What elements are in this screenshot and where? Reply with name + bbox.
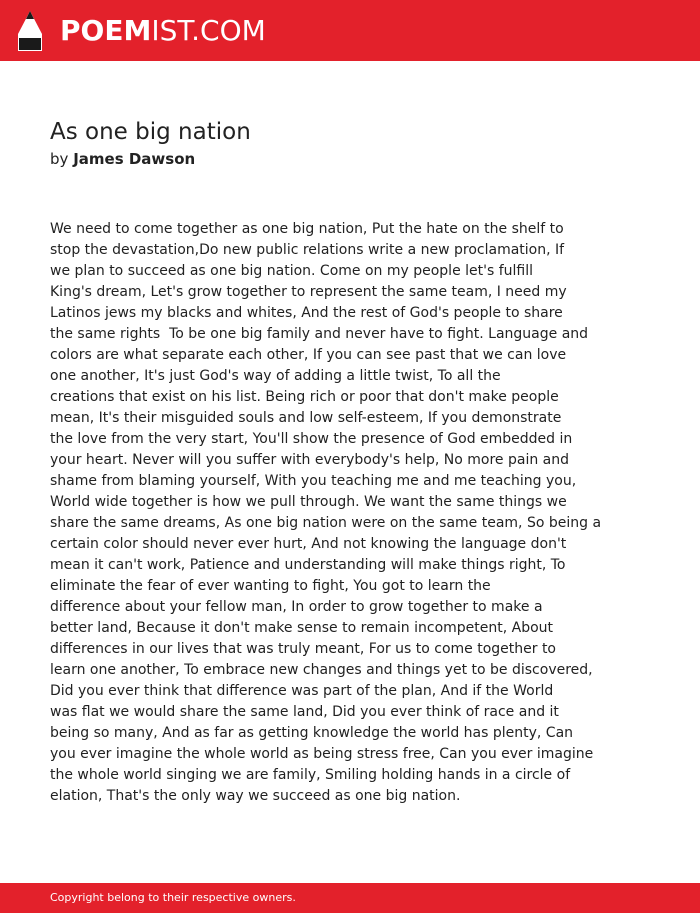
poem-line: the same rights To be one big family and never have to fight. Language and bbox=[50, 326, 589, 342]
poem-line: We need to come together as one big nation, Put the hate on the shelf to bbox=[50, 221, 564, 237]
byline-prefix: by bbox=[50, 150, 69, 168]
poem-author: James Dawson bbox=[73, 150, 196, 168]
poem-line: learn one another, To embrace new changes and things yet to be discovered, bbox=[50, 662, 593, 678]
logo-light-text: IST.COM bbox=[151, 14, 266, 47]
poem-line: shame from blaming yourself, With you teaching me and me teaching you, bbox=[50, 473, 577, 489]
poem-line: better land, Because it don't make sense to remain incompetent, About bbox=[50, 620, 554, 636]
pencil-tip-icon bbox=[17, 10, 43, 52]
poem-byline bbox=[50, 149, 195, 169]
poem-line: mean it can't work, Patience and understanding will make things right, To bbox=[50, 557, 566, 573]
poem-line: differences in our lives that was truly meant, For us to come together to bbox=[50, 641, 556, 657]
poem-line: you ever imagine the whole world as being stress free, Can you ever imagine bbox=[50, 746, 594, 762]
copyright-notice: Copyright belong to their respective owners. bbox=[50, 891, 296, 904]
logo-wordmark bbox=[60, 14, 266, 47]
poem-line: certain color should never ever hurt, And not knowing the language don't bbox=[50, 536, 567, 552]
poem-line: King's dream, Let's grow together to represent the same team, I need my bbox=[50, 284, 567, 300]
poem-line: Latinos jews my blacks and whites, And the rest of God's people to share bbox=[50, 305, 563, 321]
poem-line: Did you ever think that difference was part of the plan, And if the World bbox=[50, 683, 554, 699]
poem-line: we plan to succeed as one big nation. Come on my people let's fulfill bbox=[50, 263, 534, 279]
poem-line: the love from the very start, You'll show the presence of God embedded in bbox=[50, 431, 573, 447]
poem-line: share the same dreams, As one big nation were on the same team, So being a bbox=[50, 515, 602, 531]
poem-line: World wide together is how we pull through. We want the same things we bbox=[50, 494, 567, 510]
poem-line: creations that exist on his list. Being rich or poor that don't make people bbox=[50, 389, 559, 405]
poem-line: one another, It's just God's way of adding a little twist, To all the bbox=[50, 368, 501, 384]
logo-bold-text: POEM bbox=[60, 14, 152, 47]
poem-line: mean, It's their misguided souls and low self-esteem, If you demonstrate bbox=[50, 410, 562, 426]
poem-line: was flat we would share the same land, Did you ever think of race and it bbox=[50, 704, 559, 720]
poem-line: difference about your fellow man, In order to grow together to make a bbox=[50, 599, 543, 615]
site-footer bbox=[0, 883, 700, 913]
poem-title: As one big nation bbox=[50, 119, 251, 145]
poem-body bbox=[50, 219, 610, 807]
poem-line: elation, That's the only way we succeed as one big nation. bbox=[50, 788, 461, 804]
site-header bbox=[0, 0, 700, 61]
site-logo[interactable] bbox=[17, 9, 266, 53]
poem-line: colors are what separate each other, If you can see past that we can love bbox=[50, 347, 567, 363]
poem-line: being so many, And as far as getting knowledge the world has plenty, Can bbox=[50, 725, 574, 741]
poem-line: the whole world singing we are family, Smiling holding hands in a circle of bbox=[50, 767, 571, 783]
poem-line: stop the devastation,Do new public relations write a new proclamation, If bbox=[50, 242, 565, 258]
poem-line: your heart. Never will you suffer with everybody's help, No more pain and bbox=[50, 452, 570, 468]
poem-line: eliminate the fear of ever wanting to fight, You got to learn the bbox=[50, 578, 491, 594]
